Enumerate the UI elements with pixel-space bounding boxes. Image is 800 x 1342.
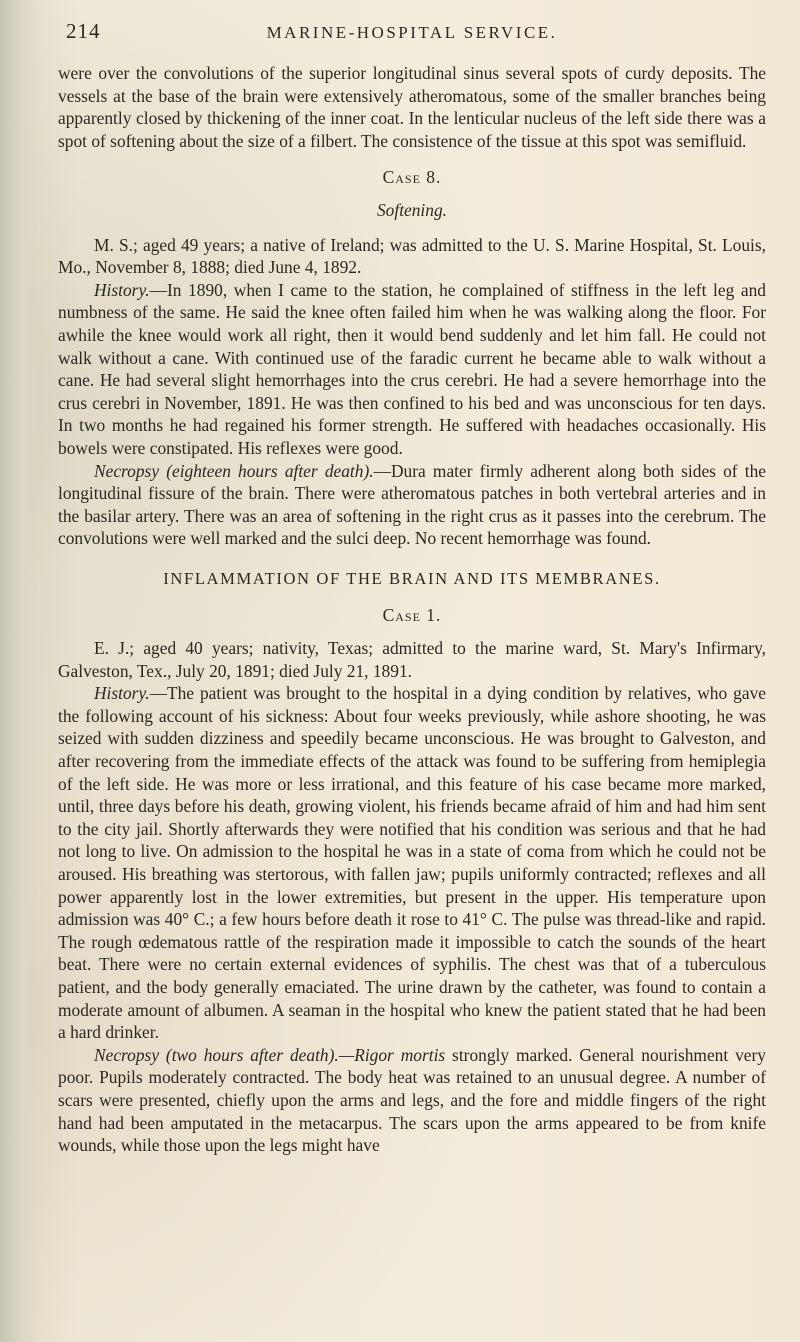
case-8-necropsy-text: —Dura mater firmly adherent along both sides of the longitudinal fissure of the brain. There were atheromatous patches in both vertebral arteries and in the basilar artery. There was an area of softening in the right crus as it passes into the cerebrum. The convolutions were well marked and the sulci deep. No recent hemorrhage was found.	[58, 460, 766, 549]
case-1-history-label: History.	[94, 683, 150, 704]
case-8-necropsy	[58, 460, 766, 550]
case-8-subheading: Softening.	[376, 199, 448, 220]
opening-paragraph: were over the convolutions of the superior longitudinal sinus several spots of curdy deposits. The vessels at the base of the brain were extensively atheromatous, some of the smaller branches being apparently closed by thickening of the inner coat. In the lenticular nucleus of the left side there was a spot of softening about the size of a filbert. The consistence of the tissue at this spot was semifluid.	[58, 63, 766, 151]
section-heading: INFLAMMATION OF THE BRAIN AND ITS MEMBRANES.	[163, 568, 661, 588]
case-8-heading: Case 8.	[382, 167, 442, 188]
case-1-history-text: —The patient was brought to the hospital in a dying condition by relatives, who gave the following account of his sickness: About four weeks previously, while ashore shooting, he was seized with sudden dizziness and speedily became unconscious. He was brought to Galveston, and after recovering from the immediate effects of the attack was found to be suffering from hemiplegia of the left side. He was more or less irrational, and this feature of his case became more marked, until, three days before his death, growing violent, his friends became afraid of him and had him sent to the city jail. Shortly afterwards they were notified that his condition was serious and that he had not long to live. On admission to the hospital he was in a state of coma from which he could not be aroused. His breathing was stertorous, with fallen jaw; pupils uniformly contracted; reflexes and all power apparently lost in the lower extremities, but present in the upper. His temperature upon admission was 40° C.; a few hours before death it rose to 41° C. The pulse was thread-like and rapid. The rough œdematous rattle of the respiration made it impossible to catch the sounds of the heart beat. There were no certain external evidences of syphilis. The chest was that of a tuberculous patient, and the body generally emaciated. The urine drawn by the catheter, was found to contain a moderate amount of albumen. A seaman in the hospital who knew the patient stated that he had been a hard drinker.	[58, 683, 766, 1043]
case-1-necropsy	[58, 1044, 766, 1157]
page-edge-shadow	[0, 0, 40, 1342]
case-8-necropsy-label: Necropsy (eighteen hours after death).	[94, 460, 374, 481]
case-1-necropsy-label: Necropsy (two hours after death).	[94, 1044, 339, 1065]
case-1-necropsy-text: strongly marked. General nourishment very poor. Pupils moderately contracted. The body heat was retained to an unusual degree. A number of scars were presented, chiefly upon the arms and legs, and the fore and middle fingers of the right hand had been amputated in the metacarpus. The scars upon the arms appeared to be from knife wounds, while those upon the legs might have	[58, 1044, 766, 1156]
running-head	[58, 20, 766, 50]
case-8-history-label: History.	[94, 279, 150, 300]
case-1-heading: Case 1.	[382, 605, 442, 626]
case-1-necropsy-rigor: —Rigor mortis	[338, 1044, 446, 1065]
page-content	[58, 20, 766, 1157]
case-1-history	[58, 682, 766, 1044]
page-number: 214	[66, 19, 101, 43]
running-title: MARINE-HOSPITAL SERVICE.	[266, 23, 558, 42]
case-8-history	[58, 279, 766, 460]
case-8-intro: M. S.; aged 49 years; a native of Ireland; was admitted to the U. S. Marine Hospital, St. Louis, Mo., November 8, 1888; died June 4, 1892.	[58, 234, 766, 278]
case-8-history-text: —In 1890, when I came to the station, he complained of stiffness in the left leg and numbness of the same. He said the knee often failed him when he was walking along the floor. For awhile the knee would work all right, then it would bend suddenly and let him fall. He could not walk without a cane. With continued use of the faradic current he became able to walk without a cane. He had several slight hemorrhages into the crus cerebri. He had a severe hemorrhage into the crus cerebri in November, 1891. He was then confined to his bed and was unconscious for ten days. In two months he had regained his former strength. He suffered with headaches occasionally. His bowels were constipated. His reflexes were good.	[58, 279, 766, 458]
case-1-intro: E. J.; aged 40 years; nativity, Texas; admitted to the marine ward, St. Mary's Infirmary, Galveston, Tex., July 20, 1891; died July 21, 1891.	[58, 638, 766, 681]
